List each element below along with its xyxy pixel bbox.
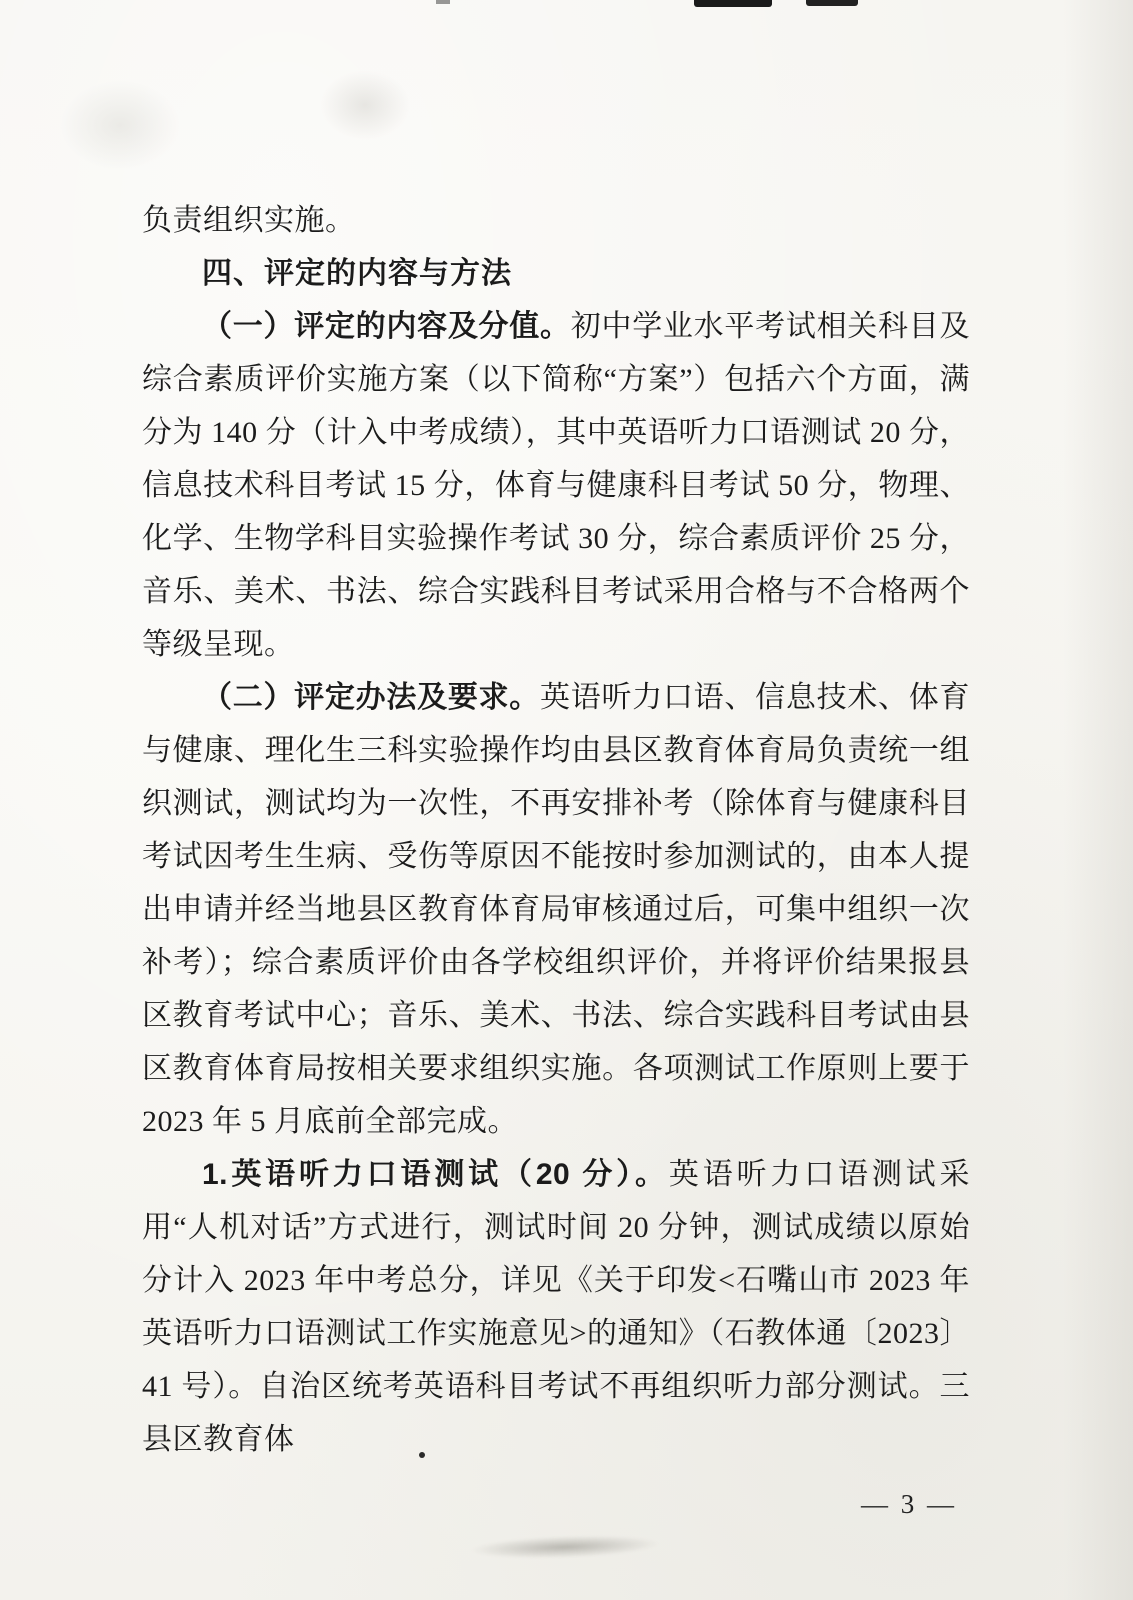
- paragraph-lead: （二）评定办法及要求。: [202, 681, 541, 714]
- scan-smudge: [60, 80, 180, 170]
- scan-artifact-top-3: [436, 0, 450, 4]
- section-heading-text: 四、评定的内容与方法: [202, 257, 512, 290]
- paragraph-body: 初中学业水平考试相关科目及综合素质评价实施方案（以下简称“方案”）包括六个方面，满分为 140 分（计入中考成绩），其中英语听力口语测试 20 分，信息技术科目考试 15 分，体育与健康科目考试 50 分，物理、化学、生物学科目实验操作考试 30 分，综合素质评价 25 分，音乐、美术、书法、综合实践科目考试采用合格与不合格两个等级呈现。: [142, 310, 970, 661]
- scan-smudge: [320, 70, 410, 140]
- page-number: — 3 —: [861, 1489, 957, 1519]
- paragraph-body: 英语听力口语测试采用“人机对话”方式进行，测试时间 20 分钟，测试成绩以原始分计入 2023 年中考总分，详见《关于印发<石嘴山市 2023 年英语听力口语测试工作实施意见>的通知》（石教体通〔2023〕41 号）。自治区统考英语科目考试不再组织听力部分测试。三县区教育体: [142, 1158, 971, 1456]
- scan-artifact-top-1: [694, 0, 772, 7]
- scan-smudge-bottom: [470, 1533, 661, 1562]
- scan-artifact-top-2: [806, 0, 858, 6]
- continuation-text: 负责组织实施。: [142, 204, 356, 237]
- paragraph: [142, 300, 970, 671]
- text-block: [142, 194, 970, 1466]
- section-heading: [142, 247, 970, 300]
- paragraph: [142, 1148, 970, 1466]
- paragraph-lead: （一）评定的内容及分值。: [202, 310, 571, 343]
- paragraph-lead: 1.英语听力口语测试（20 分）。: [202, 1158, 669, 1191]
- scan-edge-shading: [1063, 0, 1133, 1600]
- paragraph-continuation: [142, 194, 970, 247]
- paragraph-body: 英语听力口语、信息技术、体育与健康、理化生三科实验操作均由县区教育体育局负责统一组织测试，测试均为一次性，不再安排补考（除体育与健康科目考试因考生生病、受伤等原因不能按时参加测试的，由本人提出申请并经当地县区教育体育局审核通过后，可集中组织一次补考）；综合素质评价由各学校组织评价，并将评价结果报县区教育考试中心；音乐、美术、书法、综合实践科目考试由县区教育体育局按相关要求组织实施。各项测试工作原则上要于 2023 年 5 月底前全部完成。: [142, 681, 971, 1138]
- paragraph: [142, 671, 970, 1148]
